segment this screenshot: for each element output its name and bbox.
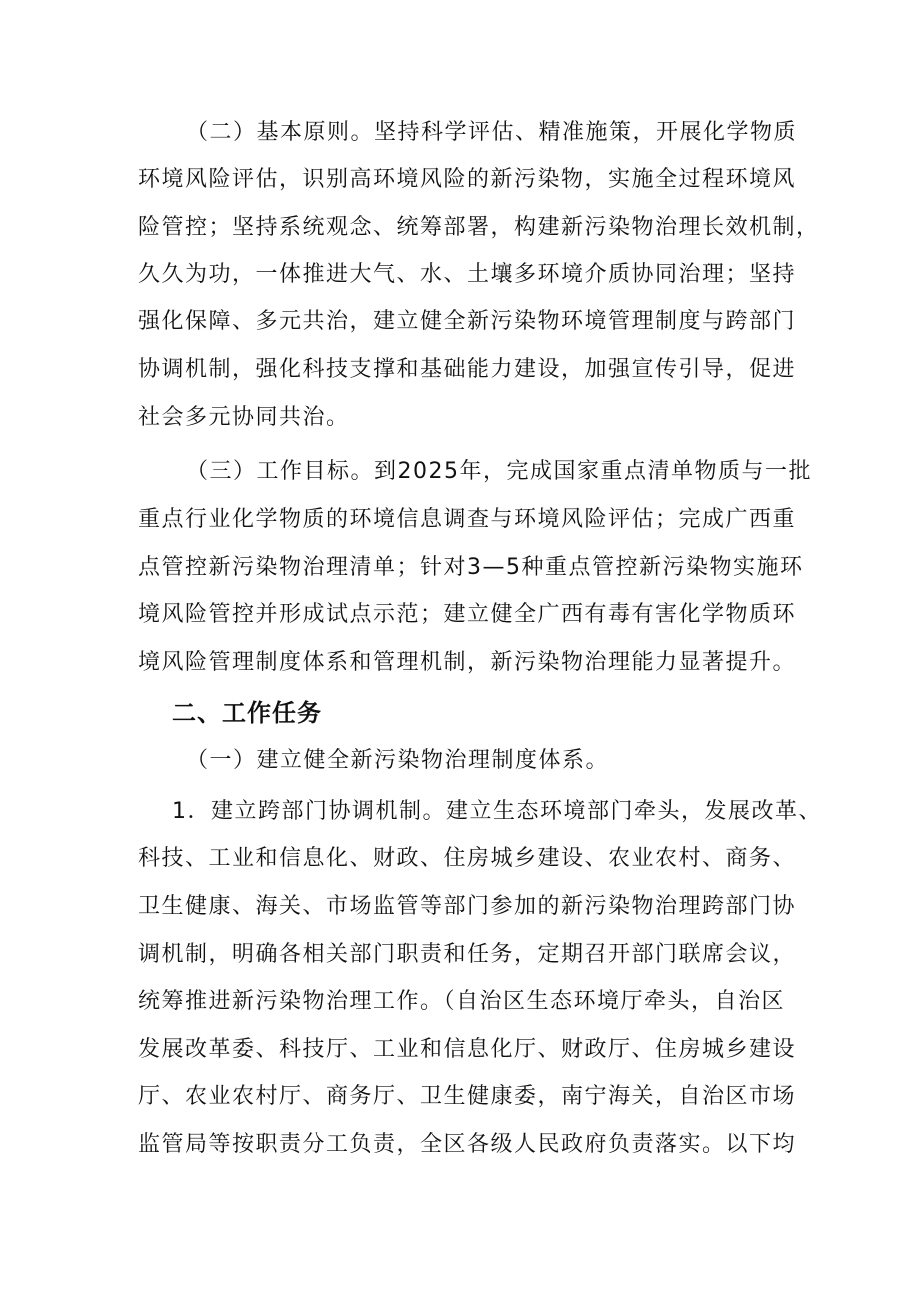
text-line: 境风险管理制度体系和管理机制，新污染物治理能力显著提升。 (138, 650, 797, 675)
text-line: 境风险管控并形成试点示范；建立健全广西有毒有害化学物质环 (138, 602, 797, 627)
text-line: 协调机制，强化科技支撑和基础能力建设，加强宣传引导，促进 (138, 357, 797, 382)
text-line: 久久为功，一体推进大气、水、土壤多环境介质协同治理；坚持 (138, 262, 797, 287)
section-heading: 二、工作任务 (172, 699, 322, 727)
text-line: 社会多元协同共治。 (138, 405, 350, 430)
text-line: 点管控新污染物治理清单；针对3—5种重点管控新污染物实施环 (138, 555, 804, 580)
text-line: 厅、农业农村厅、商务厅、卫生健康委，南宁海关，自治区市场 (138, 1084, 797, 1109)
text-line: 调机制，明确各相关部门职责和任务，定期召开部门联席会议， (138, 942, 797, 967)
text-line: 环境风险评估，识别高环境风险的新污染物，实施全过程环境风 (138, 167, 797, 192)
text-line: 强化保障、多元共治，建立健全新污染物环境管理制度与跨部门 (138, 309, 797, 334)
text-line: 卫生健康、海关、市场监管等部门参加的新污染物治理跨部门协 (138, 894, 797, 919)
text-line: 统筹推进新污染物治理工作。（自治区生态环境厅牵头，自治区 (138, 989, 786, 1014)
text-line: 发展改革委、科技厅、工业和信息化厅、财政厅、住房城乡建设 (138, 1037, 797, 1062)
text-line: （一）建立健全新污染物治理制度体系。 (186, 748, 610, 773)
text-line: （三）工作目标。到2025年，完成国家重点清单物质与一批 (186, 459, 812, 484)
text-line: 重点行业化学物质的环境信息调查与环境风险评估；完成广西重 (138, 507, 797, 532)
text-line: （二）基本原则。坚持科学评估、精准施策，开展化学物质 (186, 120, 798, 145)
text-line: 险管控；坚持系统观念、统筹部署，构建新污染物治理长效机制， (138, 215, 820, 240)
text-line: 监管局等按职责分工负责，全区各级人民政府负责落实。以下均 (138, 1132, 797, 1157)
text-line: 科技、工业和信息化、财政、住房城乡建设、农业农村、商务、 (138, 846, 797, 871)
text-line: 1．建立跨部门协调机制。建立生态环境部门牵头，发展改革、 (172, 799, 822, 824)
